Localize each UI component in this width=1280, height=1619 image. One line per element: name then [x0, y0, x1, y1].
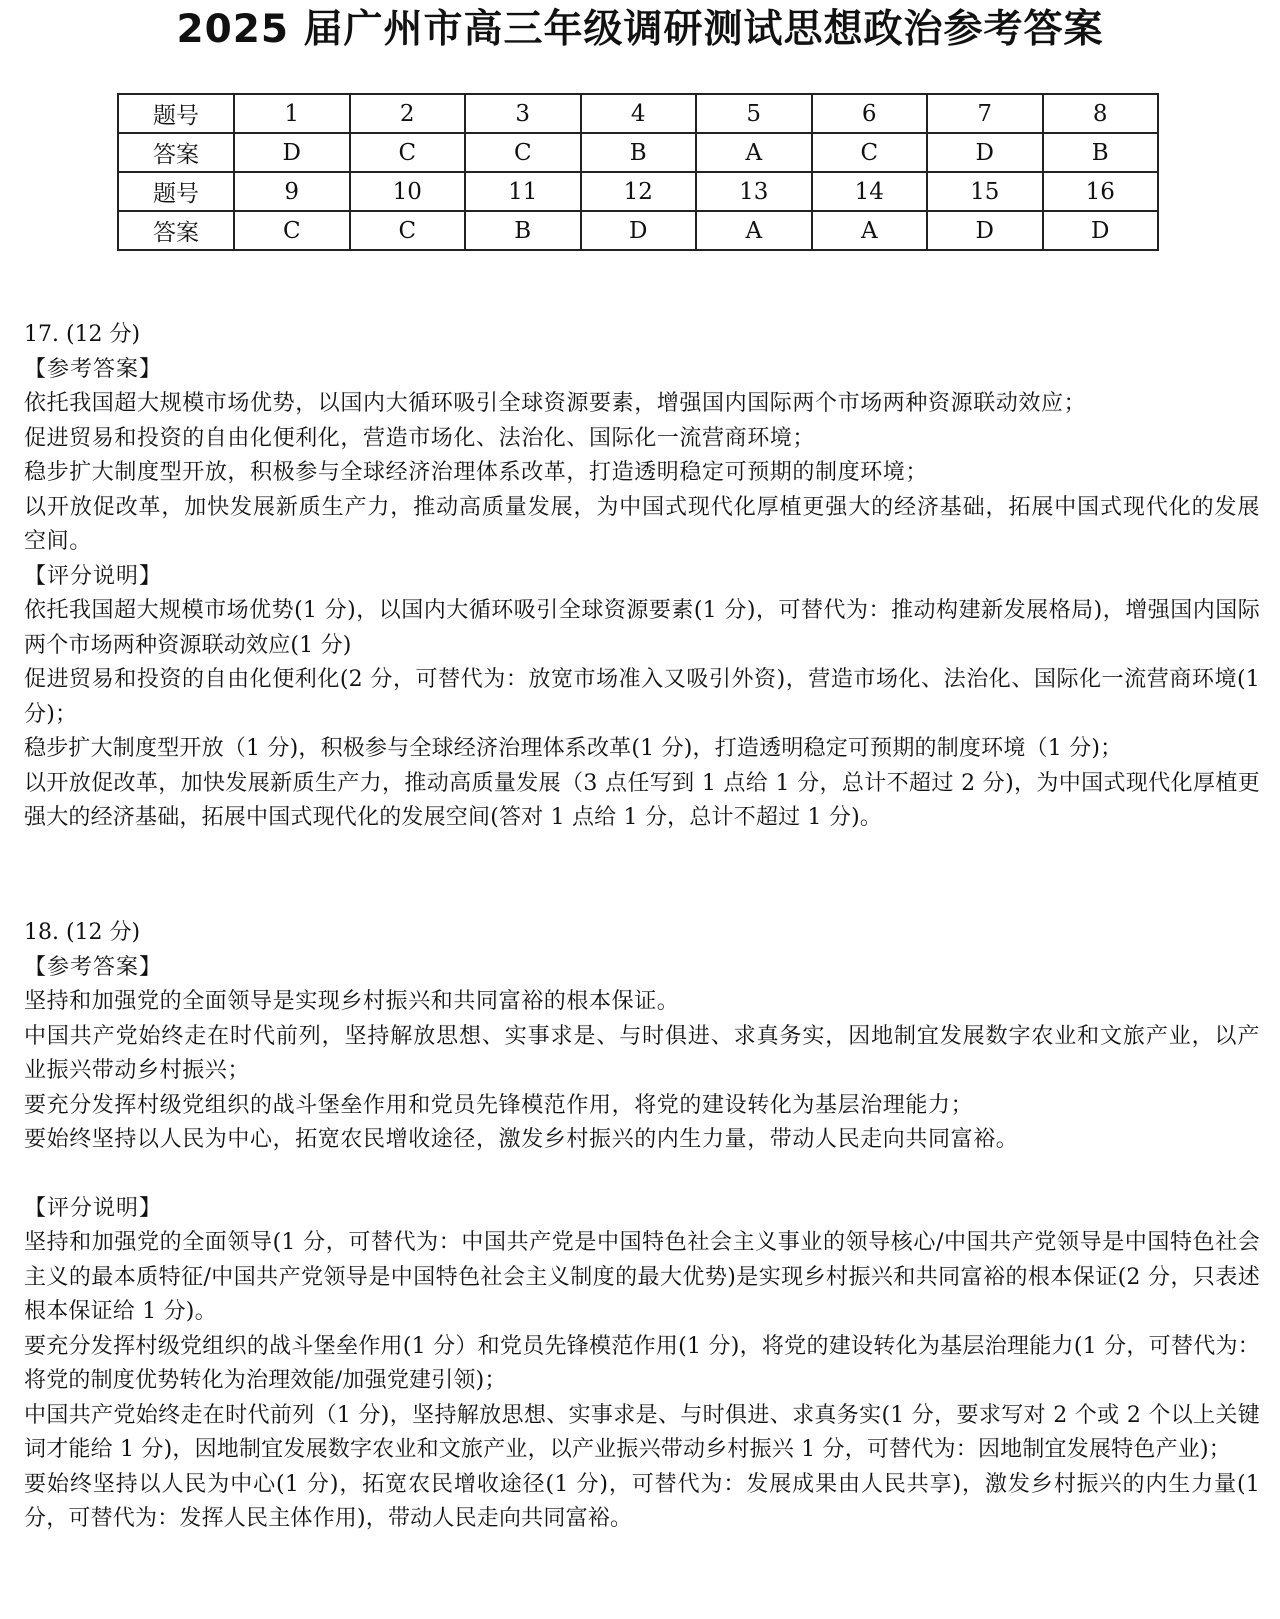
table-cell: B — [1043, 133, 1159, 172]
table-cell: C — [465, 133, 581, 172]
table-cell: D — [234, 133, 350, 172]
question-18 — [24, 916, 1260, 1537]
question-17-grading-1: 依托我国超大规模市场优势(1 分)，以国内大循环吸引全球资源要素(1 分)，可替代为：推动构建新发展格局)，增强国内国际两个市场两种资源联动效应(1 分) — [24, 598, 1260, 658]
table-cell: D — [581, 211, 697, 250]
question-17-grading-3: 稳步扩大制度型开放（1 分)，积极参与全球经济治理体系改革(1 分)，打造透明稳定可预期的制度环境（1 分)； — [24, 736, 1123, 761]
section-spacer — [24, 1158, 1260, 1192]
table-cell: B — [465, 211, 581, 250]
question-18-grading-1: 坚持和加强党的全面领导(1 分，可替代为：中国共产党是中国特色社会主义事业的领导核心/中国共产党领导是中国特色社会主义的最本质特征/中国共产党领导是中国特色社会主义制度的最大优势)是实现乡村振兴和共同富裕的根本保证(2 分，只表述根本保证给 1 分)。 — [24, 1230, 1260, 1324]
answer-table — [117, 93, 1159, 251]
table-cell: C — [812, 133, 928, 172]
table-row — [118, 133, 1158, 172]
table-cell: 3 — [465, 94, 581, 133]
table-cell: A — [696, 133, 812, 172]
question-18-answer-3: 要充分发挥村级党组织的战斗堡垒作用和党员先锋模范作用，将党的建设转化为基层治理能力； — [24, 1092, 974, 1118]
table-cell: C — [234, 211, 350, 250]
table-cell: 6 — [812, 94, 928, 133]
table-cell: B — [581, 133, 697, 172]
table-cell: 13 — [696, 172, 812, 211]
question-17-grading-4: 以开放促改革，加快发展新质生产力，推动高质量发展（3 点任写到 1 点给 1 分，总计不超过 2 分)，为中国式现代化厚植更强大的经济基础，拓展中国式现代化的发展空间(答对 1 点给 1 分，总计不超过 1 分)。 — [24, 770, 1260, 830]
table-row — [118, 94, 1158, 133]
table-row-header: 题号 — [118, 172, 234, 211]
table-cell: D — [927, 133, 1043, 172]
question-17 — [24, 318, 1260, 836]
question-18-answer-2: 中国共产党始终走在时代前列，坚持解放思想、实事求是、与时俱进、求真务实，因地制宜发展数字农业和文旅产业，以产业振兴带动乡村振兴； — [24, 1023, 1260, 1083]
table-cell: 15 — [927, 172, 1043, 211]
table-row — [118, 211, 1158, 250]
table-cell: 4 — [581, 94, 697, 133]
question-17-grading-2: 促进贸易和投资的自由化便利化(2 分，可替代为：放宽市场准入又吸引外资)，营造市场化、法治化、国际化一流营商环境(1 分)； — [24, 667, 1260, 727]
question-18-grading-2: 要充分发挥村级党组织的战斗堡垒作用(1 分）和党员先锋模范作用(1 分)，将党的建设转化为基层治理能力(1 分，可替代为：将党的制度优势转化为治理效能/加强党建引领)； — [24, 1333, 1260, 1393]
table-cell: D — [1043, 211, 1159, 250]
question-17-answer-3: 稳步扩大制度型开放，积极参与全球经济治理体系改革，打造透明稳定可预期的制度环境； — [24, 460, 929, 485]
question-18-grading-3: 中国共产党始终走在时代前列（1 分)，坚持解放思想、实事求是、与时俱进、求真务实(1 分，要求写对 2 个或 2 个以上关键词才能给 1 分)，因地制宜发展数字农业和文旅产业，以产业振兴带动乡村振兴 1 分，可替代为：因地制宜发展特色产业)； — [24, 1402, 1260, 1462]
page-title: 2025 届广州市高三年级调研测试思想政治参考答案 — [176, 7, 1104, 52]
question-18-answer-4: 要始终坚持以人民为中心，拓宽农民增收途径，激发乡村振兴的内生力量，带动人民走向共同富裕。 — [24, 1127, 1019, 1152]
table-cell: 1 — [234, 94, 350, 133]
table-row-header: 答案 — [118, 133, 234, 172]
table-cell: 12 — [581, 172, 697, 211]
question-17-heading: 17. (12 分) — [24, 322, 141, 347]
table-cell: 9 — [234, 172, 350, 211]
table-row — [118, 172, 1158, 211]
question-18-grading-tag: 【评分说明】 — [24, 1195, 163, 1221]
question-17-answer-2: 促进贸易和投资的自由化便利化，营造市场化、法治化、国际化一流营商环境； — [24, 425, 816, 451]
table-cell: 16 — [1043, 172, 1159, 211]
table-cell: C — [350, 211, 466, 250]
question-17-answer-1: 依托我国超大规模市场优势，以国内大循环吸引全球资源要素，增强国内国际两个市场两种资源联动效应； — [24, 391, 1087, 416]
table-cell: 7 — [927, 94, 1043, 133]
question-18-answer-1: 坚持和加强党的全面领导是实现乡村振兴和共同富裕的根本保证。 — [24, 989, 680, 1014]
table-cell: C — [350, 133, 466, 172]
table-cell: 11 — [465, 172, 581, 211]
table-cell: A — [812, 211, 928, 250]
table-cell: 8 — [1043, 94, 1159, 133]
question-17-answer-4: 以开放促改革，加快发展新质生产力，推动高质量发展，为中国式现代化厚植更强大的经济基础，拓展中国式现代化的发展空间。 — [24, 494, 1260, 554]
question-18-heading: 18. (12 分) — [24, 920, 141, 945]
table-cell: D — [927, 211, 1043, 250]
table-cell: 14 — [812, 172, 928, 211]
question-17-grading-tag: 【评分说明】 — [24, 563, 163, 589]
question-17-answer-tag: 【参考答案】 — [24, 356, 163, 382]
table-cell: 5 — [696, 94, 812, 133]
table-row-header: 答案 — [118, 211, 234, 250]
table-cell: A — [696, 211, 812, 250]
question-18-answer-tag: 【参考答案】 — [24, 954, 163, 980]
table-row-header: 题号 — [118, 94, 234, 133]
table-cell: 10 — [350, 172, 466, 211]
question-18-grading-4: 要始终坚持以人民为中心(1 分)，拓宽农民增收途径(1 分)，可替代为：发展成果由人民共享)，激发乡村振兴的内生力量(1 分，可替代为：发挥人民主体作用)，带动人民走向共同富裕。 — [24, 1471, 1260, 1531]
table-cell: 2 — [350, 94, 466, 133]
